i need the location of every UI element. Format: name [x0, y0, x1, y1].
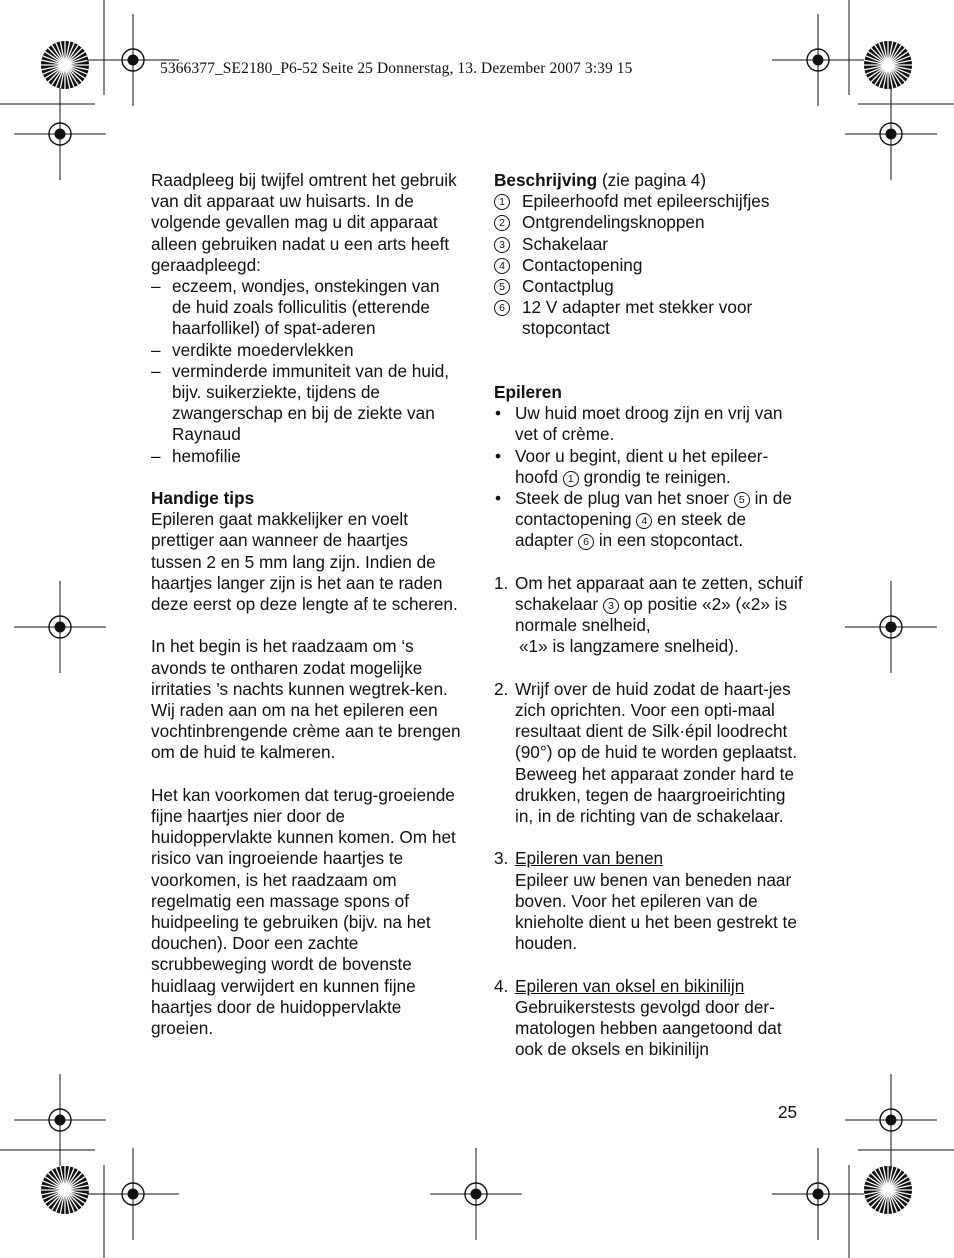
description-heading-line — [494, 170, 806, 191]
condition-text: hemofilie — [172, 445, 241, 466]
part-label: Contactplug — [522, 276, 614, 297]
bullet-text: en steek de adapter — [515, 509, 747, 551]
list-item — [151, 361, 463, 446]
part-label: Ontgrendelingsknoppen — [522, 212, 705, 233]
step-text: «1» is langzamere snelheid). — [519, 636, 739, 657]
list-item — [494, 488, 806, 552]
step-number: 4. — [494, 975, 509, 996]
dash-marker: – — [151, 339, 161, 360]
dash-marker: – — [151, 445, 161, 466]
part-label: Schakelaar — [522, 233, 608, 254]
step-text: Epileer uw benen van beneden naar boven. Voor het epileren van de knieholte dient u het been gestrekt te houden. — [515, 869, 797, 954]
dash-marker: – — [151, 360, 161, 381]
page-number: 25 — [778, 1102, 798, 1122]
part-ref: 3 — [603, 598, 619, 614]
part-number: 5 — [494, 279, 510, 295]
part-label: Epileerhoofd met epileerschijfjes — [522, 191, 770, 212]
step-3 — [494, 848, 806, 954]
list-item — [151, 276, 463, 340]
part-ref: 5 — [734, 492, 750, 508]
step-number: 2. — [494, 678, 509, 699]
step-2 — [494, 679, 806, 827]
tips-paragraph-1: Epileren gaat makkelijker en voelt prettiger aan wanneer de haartjes tussen 2 en 5 mm lang zijn. Indien de haartjes langer zijn is het aan te raden deze eerst op deze lengte af te scheren. — [151, 509, 458, 615]
part-ref: 6 — [578, 534, 594, 550]
list-item — [151, 446, 463, 467]
right-column — [494, 170, 806, 1060]
tips-paragraph-2: In het begin is het raadzaam om ‘s avonds te ontharen zodat mogelijke irritaties ’s nachts kunnen wegtrek-ken. Wij raden aan om na het epileren een vochtinbrengende crème aan te brengen om de huid te kalmeren. — [151, 636, 461, 763]
conditions-list — [151, 276, 463, 467]
step-1 — [494, 573, 806, 658]
bullet-marker: • — [495, 488, 502, 509]
list-item — [494, 403, 806, 445]
step-text: Wrijf over de huid zodat de haart-jes zich oprichten. Voor een opti-maal resultaat dient de Silk·épil loodrecht (90°) op de huid te worden geplaatst. Beweeg het apparaat zonder hard te drukken, tegen de haargroeirichting in, in de richting van de schakelaar. — [515, 678, 798, 827]
list-item — [494, 446, 806, 488]
description-heading: Beschrijving — [494, 170, 598, 190]
condition-text: eczeem, wondjes, onstekingen van de huid zoals folliculitis (etterende haarfollikel) of spat-aderen — [172, 276, 440, 339]
part-number: 3 — [494, 237, 510, 253]
intro-paragraph: Raadpleeg bij twijfel omtrent het gebruik van dit apparaat uw huisarts. In de volgende gevallen mag u dit apparaat alleen gebruiken nadat u een arts heeft geraadpleegd: — [151, 170, 457, 275]
bullet-text: Voor u begint, dient u het epileer-hoofd — [515, 445, 769, 487]
bullet-text: in de contactopening — [515, 488, 792, 530]
step-text: Gebruikerstests gevolgd door der-matologen hebben aangetoond dat ook de oksels en bikinilijn — [515, 996, 782, 1060]
list-item — [151, 340, 463, 361]
part-number: 2 — [494, 215, 510, 231]
bullet-marker: • — [495, 403, 502, 424]
description-page-ref: (zie pagina 4) — [597, 170, 707, 190]
list-item — [494, 297, 806, 339]
list-item — [494, 212, 806, 233]
part-number: 4 — [494, 258, 510, 274]
step-title: Epileren van benen — [515, 848, 664, 869]
bullet-marker: • — [495, 445, 502, 466]
list-item — [494, 234, 806, 255]
condition-text: verminderde immuniteit van de huid, bijv. suikerziekte, tijdens de zwangerschap en bij de ziekte van Raynaud — [172, 360, 450, 445]
part-ref: 1 — [563, 471, 579, 487]
list-item — [494, 255, 806, 276]
bullet-text: grondig te reinigen. — [578, 466, 731, 487]
step-text: op positie «2» («2» is normale snelheid, — [515, 594, 788, 636]
step-4 — [494, 976, 806, 1061]
part-label: 12 V adapter met stekker voor stopcontact — [522, 297, 753, 339]
part-ref: 4 — [636, 513, 652, 529]
tips-paragraph-3: Het kan voorkomen dat terug-groeiende fijne haartjes nier door de huidoppervlakte kunnen komen. Om het risico van ingroeiende haartjes te voorkomen, is het raadzaam om regelmatig een massage spons of huidpeeling te gebruiken (bijv. na het douchen). Door een zachte scrubbeweging wordt de bovenste huidlaag verwijdert en kunnen fijne haartjes door de huidoppervlakte groeien. — [151, 784, 456, 1039]
epileren-heading: Epileren — [494, 382, 562, 403]
parts-list — [494, 191, 806, 339]
tips-heading: Handige tips — [151, 488, 255, 509]
step-number: 3. — [494, 848, 509, 869]
part-label: Contactopening — [522, 254, 643, 275]
step-title: Epileren van oksel en bikinilijn — [515, 975, 745, 996]
print-header: 5366377_SE2180_P6-52 Seite 25 Donnerstag, 13. Dezember 2007 3:39 15 — [160, 60, 633, 77]
step-text: Om het apparaat aan te zetten, schuif schakelaar — [515, 572, 803, 615]
condition-text: verdikte moedervlekken — [172, 339, 354, 360]
part-number: 6 — [494, 300, 510, 316]
part-number: 1 — [494, 194, 510, 210]
left-column — [151, 170, 463, 1039]
list-item — [494, 191, 806, 212]
bullet-text: Uw huid moet droog zijn en vrij van vet of crème. — [515, 403, 783, 445]
step-number: 1. — [494, 572, 509, 593]
bullet-text: in een stopcontact. — [594, 530, 744, 551]
bullet-text: Steek de plug van het snoer — [515, 488, 734, 509]
list-item — [494, 276, 806, 297]
dash-marker: – — [151, 276, 161, 297]
